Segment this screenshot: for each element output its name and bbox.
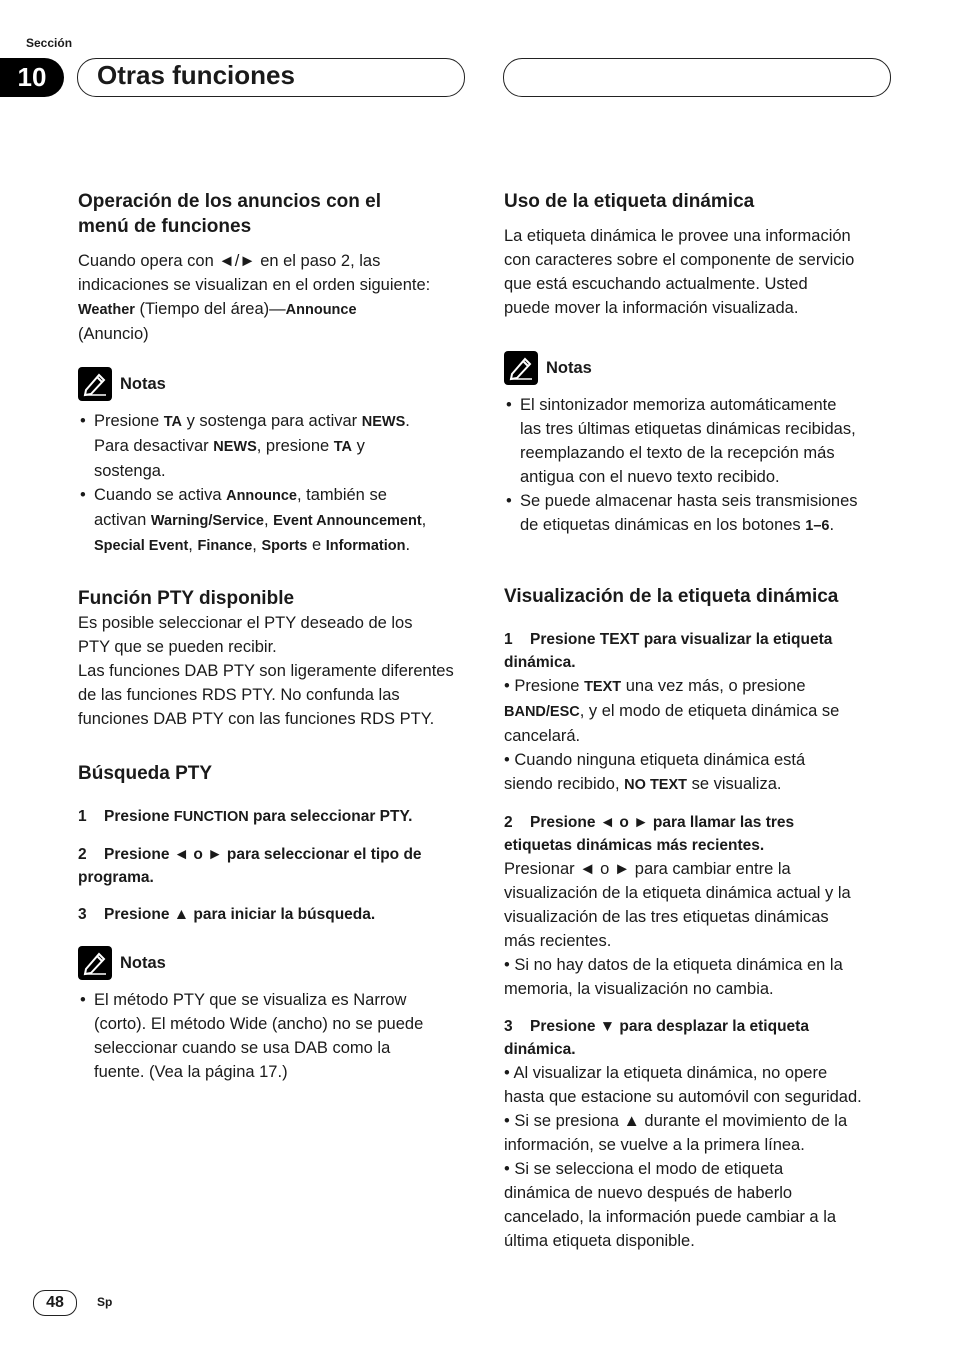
notes-header	[504, 351, 894, 385]
left-column	[78, 189, 468, 1084]
right-column	[504, 189, 894, 1253]
paragraph: Es posible seleccionar el PTY deseado de los PTY que se pueden recibir. Las funciones DAB PTY son ligeramente diferentes de las funciones RDS PTY. No confunda las funciones DAB PTY con las funciones RDS PTY.	[78, 614, 454, 728]
step-item: 3 Presione ▲ para iniciar la búsqueda.	[78, 906, 376, 923]
paragraph: La etiqueta dinámica le provee una información con caracteres sobre el componente de servicio que está escuchando actualmente. Usted puede mover la información visualizada.	[504, 227, 855, 317]
section-number-badge: 10	[0, 58, 64, 97]
section-heading: Búsqueda PTY	[78, 763, 213, 784]
step-item: 2 Presione ◄ o ► para seleccionar el tipo de programa.	[78, 846, 422, 886]
section-label: Sección	[26, 36, 73, 50]
page-title: Otras funciones	[97, 60, 295, 90]
note-item: • Cuando se activa Announce, también se activan Warning/Service, Event Announcement, Special Event, Finance, Sports e Information.	[78, 483, 468, 558]
paragraph: Cuando opera con ◄/► en el paso 2, las indicaciones se visualizan en el orden siguiente: Weather (Tiempo del área)—Announce (Anuncio)	[78, 252, 431, 343]
notes-label: Notas	[120, 374, 166, 393]
section-heading: Operación de los anuncios con el menú de funciones	[78, 191, 382, 237]
paragraph: Presionar ◄ o ► para cambiar entre la visualización de la etiqueta dinámica actual y la visualización de las tres etiquetas dinámicas más recientes. • Si no hay datos de la etiqueta dinámica en la memoria, la visualización no cambia.	[504, 860, 851, 998]
step-item: 3 Presione ▼ para desplazar la etiqueta dinámica.	[504, 1018, 809, 1058]
section-heading: Función PTY disponible	[78, 588, 295, 609]
notes-pencil-icon	[504, 351, 538, 385]
notes-label: Notas	[546, 358, 592, 377]
page-number: 48	[33, 1290, 77, 1316]
note-item: • Presione TA y sostenga para activar NEWS. Para desactivar NEWS, presione TA y sostenga.	[78, 409, 468, 483]
notes-header	[78, 946, 468, 980]
step-item: 2 Presione ◄ o ► para llamar las tres etiquetas dinámicas más recientes.	[504, 814, 795, 854]
notes-pencil-icon	[78, 946, 112, 980]
notes-pencil-icon	[78, 367, 112, 401]
empty-title-frame	[503, 58, 891, 97]
notes-header	[78, 367, 468, 401]
step-item: 1 Presione TEXT para visualizar la etiqueta dinámica.	[504, 631, 833, 671]
note-item: • Se puede almacenar hasta seis transmisiones de etiquetas dinámicas en los botones 1–6.	[504, 489, 894, 538]
section-heading: Uso de la etiqueta dinámica	[504, 191, 755, 212]
paragraph: • Al visualizar la etiqueta dinámica, no opere hasta que estacione su automóvil con seguridad. • Si se presiona ▲ durante el movimiento de la información, se vuelve a la primera línea. • Si se selecciona el modo de etiqueta dinámica de nuevo después de haberlo cancelado, la información puede cambiar a la última etiqueta disponible.	[504, 1064, 862, 1250]
step-item: 1 Presione FUNCTION para seleccionar PTY.	[78, 808, 413, 825]
section-heading: Visualización de la etiqueta dinámica	[504, 586, 839, 607]
paragraph: • Presione TEXT una vez más, o presione BAND/ESC, y el modo de etiqueta dinámica se cancelará. • Cuando ninguna etiqueta dinámica está siendo recibido, NO TEXT se visualiza.	[504, 677, 840, 793]
notes-label: Notas	[120, 953, 166, 972]
note-item: • El sintonizador memoriza automáticamente las tres últimas etiquetas dinámicas recibidas, reemplazando el texto de la recepción más antigua con el nuevo texto recibido.	[504, 393, 894, 489]
language-code: Sp	[97, 1295, 113, 1309]
note-item: • El método PTY que se visualiza es Narrow (corto). El método Wide (ancho) no se puede seleccionar cuando se usa DAB como la fuente. (Vea la página 17.)	[78, 988, 468, 1084]
